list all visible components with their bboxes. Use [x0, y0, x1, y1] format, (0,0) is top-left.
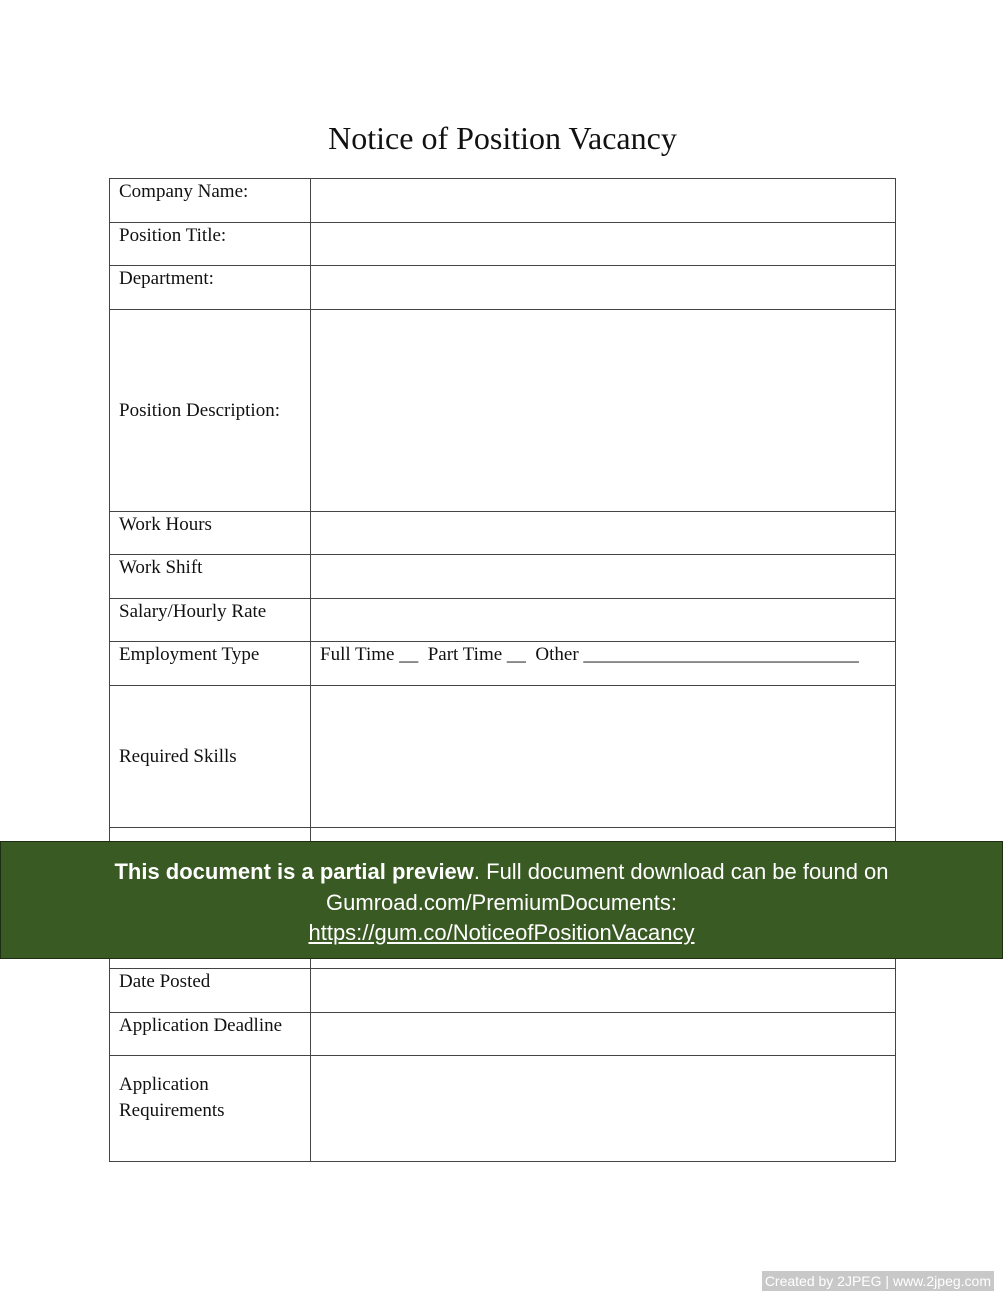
application-requirements-field[interactable] [311, 1056, 896, 1162]
form-row [110, 310, 896, 512]
banner-bold-text: This document is a partial preview [114, 859, 474, 884]
company-name-field[interactable] [311, 179, 896, 223]
preview-banner [0, 841, 1003, 959]
required-skills-field[interactable] [311, 686, 896, 828]
position-description-label: Position Description: [110, 310, 311, 512]
vacancy-form-table [109, 178, 896, 1162]
form-row [110, 179, 896, 223]
form-row [110, 555, 896, 599]
page-title: Notice of Position Vacancy [328, 120, 677, 156]
application-deadline-field[interactable] [311, 1013, 896, 1056]
form-row [110, 686, 896, 828]
salary-field[interactable] [311, 599, 896, 642]
work-hours-field[interactable] [311, 512, 896, 555]
employment-type-label: Employment Type [110, 642, 311, 686]
work-shift-label: Work Shift [110, 555, 311, 599]
banner-download-link[interactable]: https://gum.co/NoticeofPositionVacancy [308, 920, 695, 945]
application-requirements-line1: Application [119, 1074, 209, 1095]
form-row [110, 1013, 896, 1056]
form-row [110, 642, 896, 686]
form-row [110, 512, 896, 555]
department-label: Department: [110, 266, 311, 310]
position-title-field[interactable] [311, 223, 896, 266]
date-posted-label: Date Posted [110, 969, 311, 1013]
banner-text: . Full document download can be found on [473, 859, 889, 884]
department-field[interactable] [311, 266, 896, 310]
application-deadline-label: Application Deadline [110, 1013, 311, 1056]
form-row [110, 266, 896, 310]
employment-type-field[interactable]: Full Time __ Part Time __ Other _____________________________ [311, 642, 896, 686]
position-title-label: Position Title: [110, 223, 311, 266]
work-shift-field[interactable] [311, 555, 896, 599]
salary-label: Salary/Hourly Rate [110, 599, 311, 642]
date-posted-field[interactable] [311, 969, 896, 1013]
form-row [110, 969, 896, 1013]
watermark: Created by 2JPEG | www.2jpeg.com [762, 1271, 994, 1291]
company-name-label: Company Name: [110, 179, 311, 223]
banner-line2: Gumroad.com/PremiumDocuments: [326, 889, 677, 915]
banner-line1 [1, 857, 1002, 888]
form-row [110, 223, 896, 266]
application-requirements-line2: Requirements [119, 1100, 225, 1121]
work-hours-label: Work Hours [110, 512, 311, 555]
application-requirements-label [110, 1056, 311, 1162]
form-row [110, 599, 896, 642]
form-row [110, 1056, 896, 1162]
required-skills-label: Required Skills [110, 686, 311, 828]
position-description-field[interactable] [311, 310, 896, 512]
